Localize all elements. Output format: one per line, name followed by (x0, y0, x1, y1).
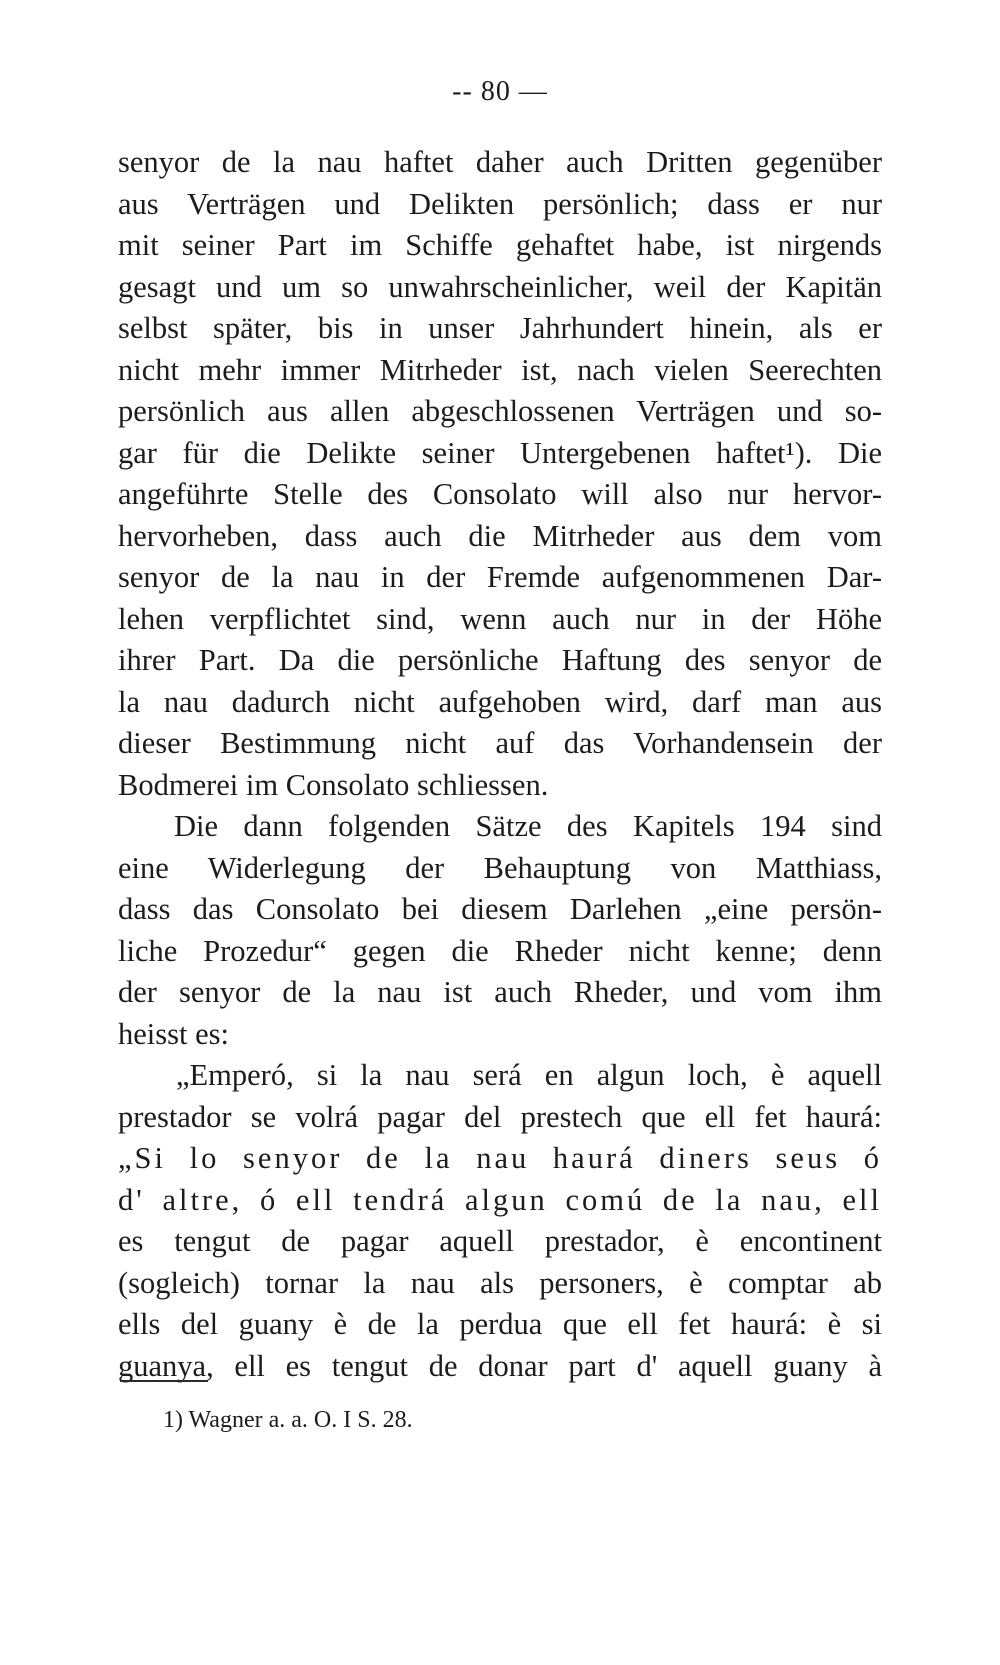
quote-line: „Si lo senyor de la nau haurá diners seus ó (118, 1141, 882, 1175)
body-text (118, 142, 882, 1387)
text-line: angeführte Stelle des Consolato will also nur hervor- (118, 477, 882, 511)
page-number: -- 80 — (452, 76, 548, 107)
text-line: nicht mehr immer Mitrheder ist, nach vielen Seerechten (118, 352, 882, 387)
footnote-divider (120, 1380, 208, 1382)
text-line: liche Prozedur“ gegen die Rheder nicht kenne; denn (118, 933, 882, 968)
quote-line: d' altre, ó ell tendrá algun comú de la nau, ell (118, 1182, 882, 1217)
text-line: Die dann folgenden Sätze des Kapitels 194 sind (174, 809, 882, 843)
quote-line: prestador se volrá pagar del prestech que ell fet haurá: (118, 1099, 882, 1134)
text-line: senyor de la nau haftet daher auch Dritten gegenüber (118, 145, 882, 179)
quote-line: (sogleich) tornar la nau als personers, è comptar ab (118, 1265, 882, 1300)
text-line: aus Verträgen und Delikten persönlich; dass er nur (118, 186, 882, 221)
text-line: ihrer Part. Da die persönliche Haftung des senyor de (118, 643, 882, 677)
text-line: eine Widerlegung der Behauptung von Matthiass, (118, 850, 882, 885)
text-line: gar für die Delikte seiner Untergebenen haftet¹). Die (118, 435, 882, 470)
text-line: selbst später, bis in unser Jahrhundert hinein, als er (118, 311, 882, 345)
text-line: der senyor de la nau ist auch Rheder, und vom ihm (118, 975, 882, 1009)
text-line: dieser Bestimmung nicht auf das Vorhandensein der (118, 726, 882, 760)
text-line: la nau dadurch nicht aufgehoben wird, darf man aus (118, 684, 882, 719)
text-line: senyor de la nau in der Fremde aufgenommenen Dar- (118, 560, 882, 594)
text-line: mit seiner Part im Schiffe gehaftet habe, ist nirgends (118, 228, 882, 262)
footnote: 1) Wagner a. a. O. I S. 28. (163, 1407, 413, 1433)
quote-line: es tengut de pagar aquell prestador, è encontinent (118, 1224, 882, 1258)
text-line: heisst es: (118, 1016, 229, 1051)
text-line: lehen verpflichtet sind, wenn auch nur in der Höhe (118, 601, 882, 636)
text-line: gesagt und um so unwahrscheinlicher, weil der Kapitän (118, 269, 882, 304)
quote-line: guanya, ell es tengut de donar part d' aquell guany à (118, 1348, 882, 1383)
text-line: dass das Consolato bei diesem Darlehen „eine persön- (118, 892, 882, 926)
quote-line: „Emperó, si la nau será en algun loch, è aquell (176, 1058, 882, 1092)
text-line: persönlich aus allen abgeschlossenen Verträgen und so- (118, 394, 882, 428)
quote-line: ells del guany è de la perdua que ell fet haurá: è si (118, 1307, 882, 1341)
text-line: Bodmerei im Consolato schliessen. (118, 767, 549, 802)
text-line: hervorheben, dass auch die Mitrheder aus dem vom (118, 518, 882, 553)
